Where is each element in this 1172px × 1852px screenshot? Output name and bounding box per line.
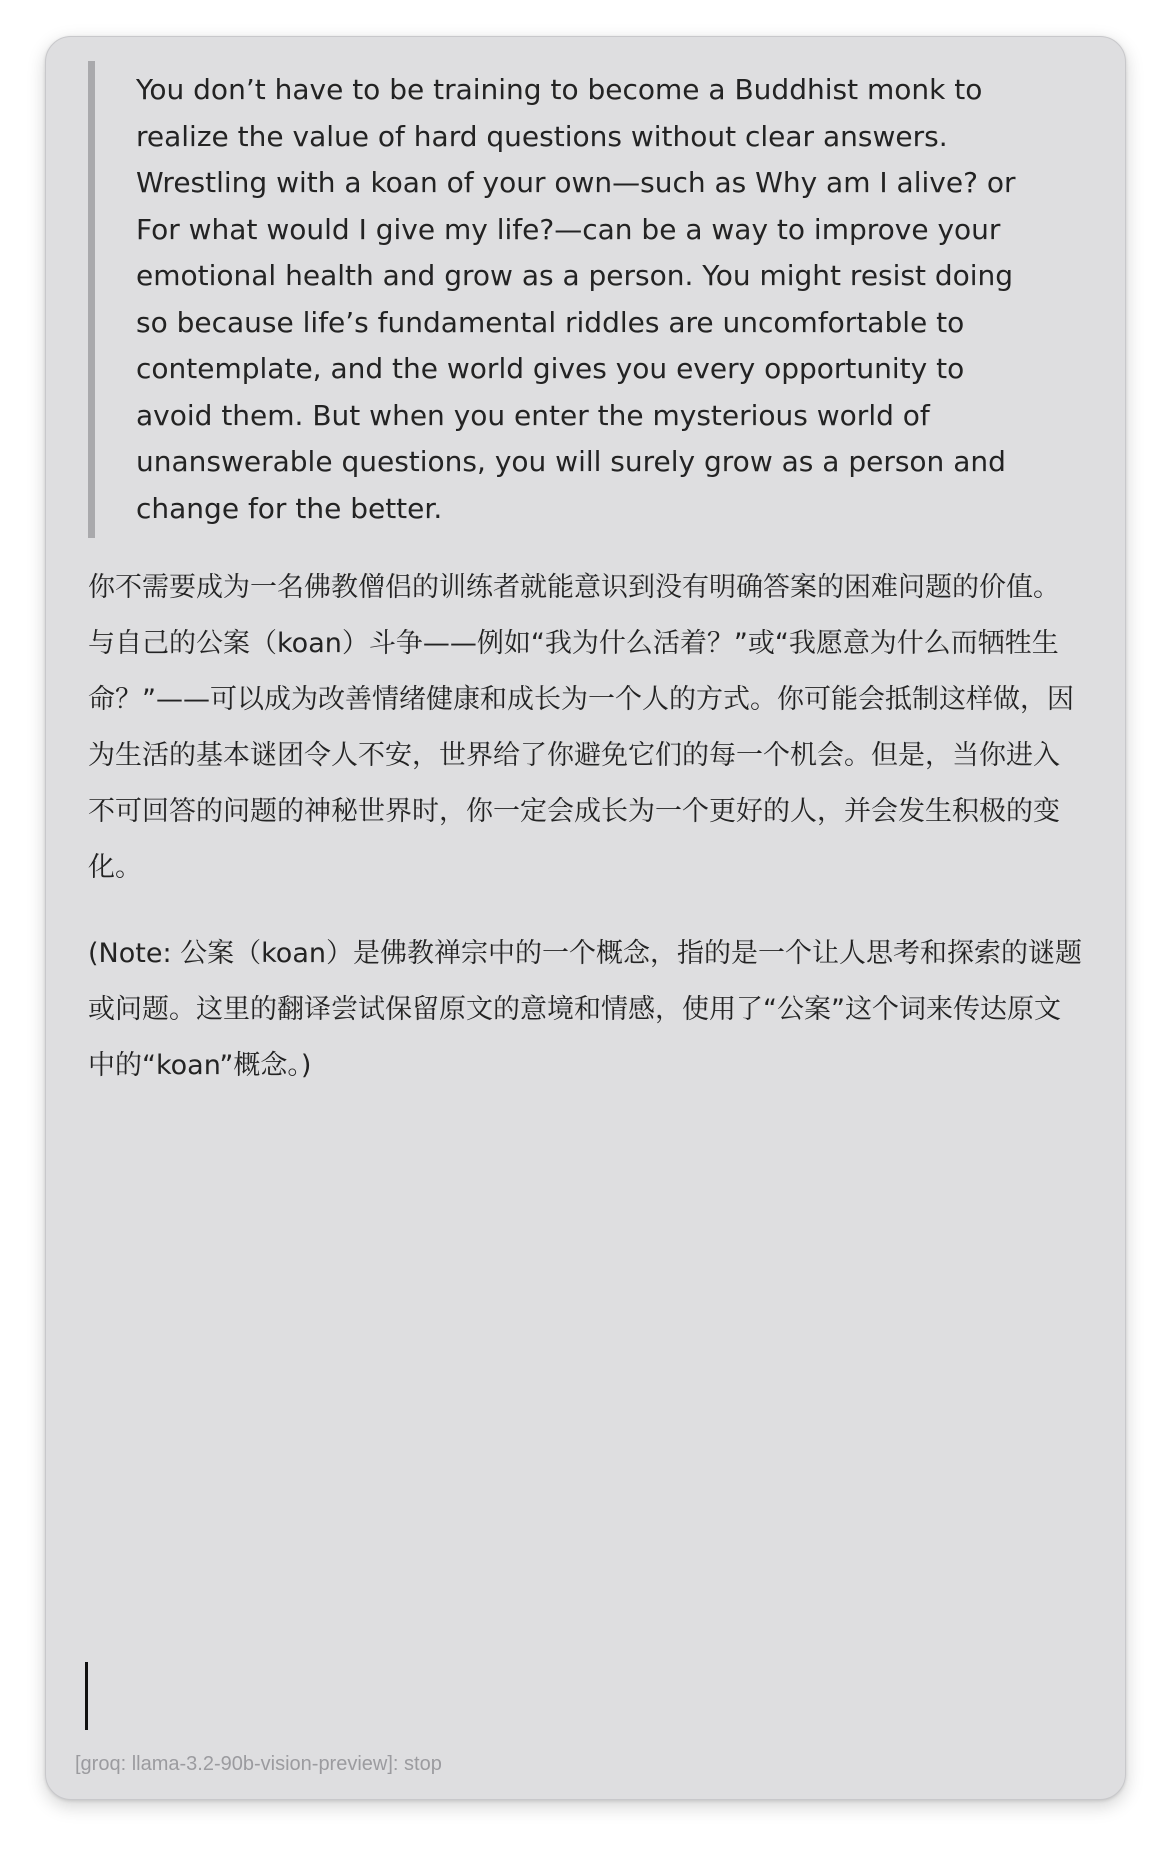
document-content[interactable] [88,61,1088,1094]
source-quote-block [88,61,1038,538]
model-status-line: [groq: llama-3.2-90b-vision-preview]: stop [75,1753,442,1775]
translation-paragraph: 你不需要成为一名佛教僧侣的训练者就能意识到没有明确答案的困难问题的价值。与自己的公案（koan）斗争——例如“我为什么活着？”或“我愿意为什么而牺牲生命？”——可以成为改善情绪健康和成长为一个人的方式。你可能会抵制这样做，因为生活的基本谜团令人不安，世界给了你避免它们的每一个机会。但是，当你进入不可回答的问题的神秘世界时，你一定会成长为一个更好的人，并会发生积极的变化。 [88,572,1074,883]
text-cursor[interactable] [85,1662,88,1730]
translation-note: (Note: 公案（koan）是佛教禅宗中的一个概念，指的是一个让人思考和探索的谜题或问题。这里的翻译尝试保留原文的意境和情感，使用了“公案”这个词来传达原文中的“koan”概念。) [88,938,1082,1081]
editor-window [45,36,1126,1800]
source-quote-text: You don’t have to be training to become a Buddhist monk to realize the value of hard questions without clear answers. Wrestling with a koan of your own—such as Why am I alive? or For what would I give my life?—can be a way to improve your emotional health and grow as a person. You might resist doing so because life’s fundamental riddles are uncomfortable to contemplate, and the world gives you every opportunity to avoid them. But when you enter the mysterious world of unanswerable questions, you will surely grow as a person and change for the better. [136,73,1016,525]
